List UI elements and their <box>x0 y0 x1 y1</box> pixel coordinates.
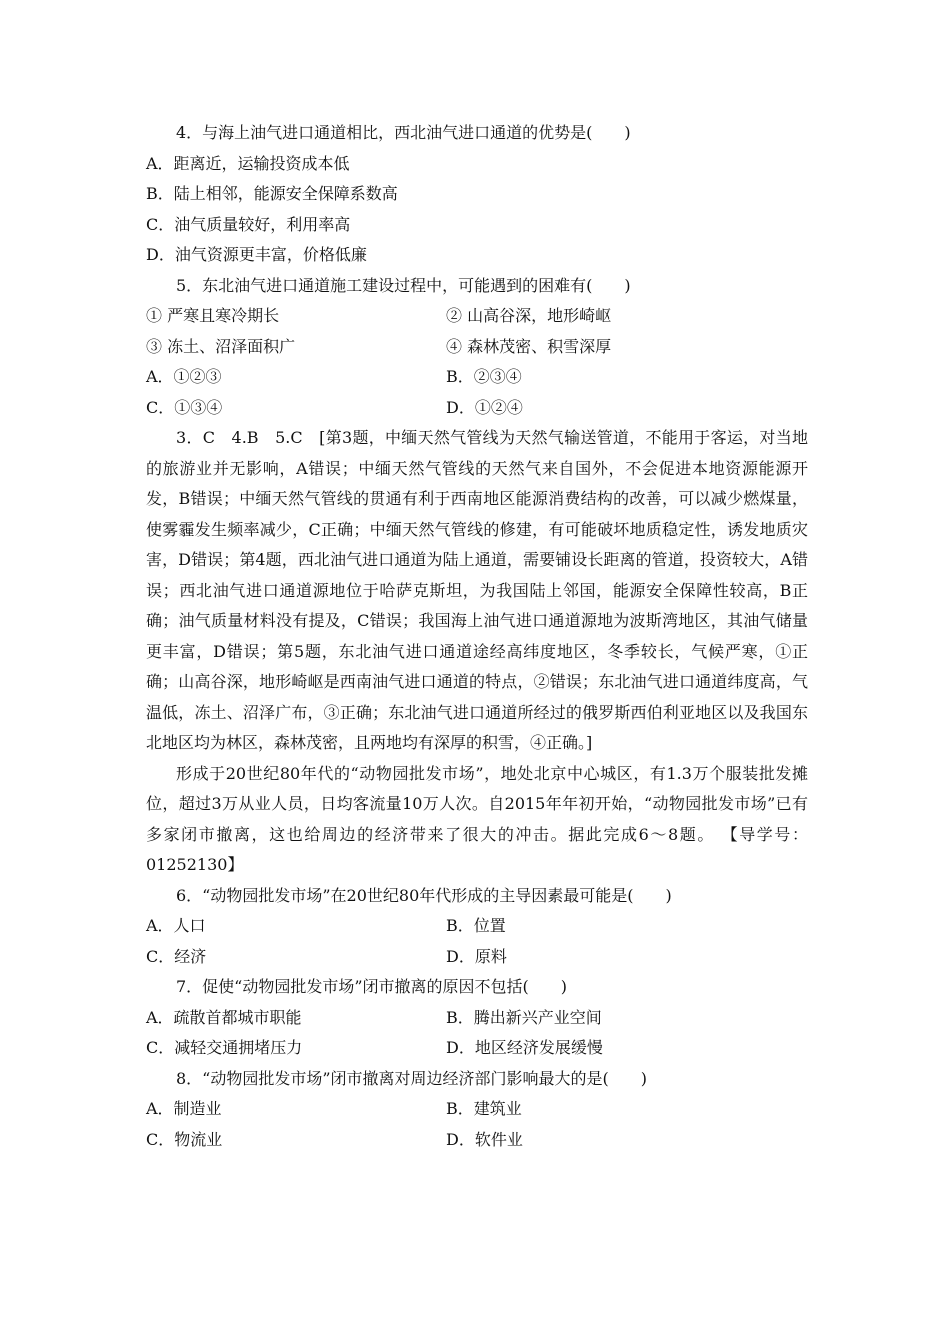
q6-options-row-1 <box>146 911 808 942</box>
q6-option-c: C．经济 <box>146 946 207 966</box>
q5-options-row-2 <box>146 393 808 424</box>
q7-options-row-1 <box>146 1003 808 1034</box>
answer-explanation: 3．C 4.B 5.C [第3题，中缅天然气管线为天然气输送管道，不能用于客运，对当地的旅游业并无影响，A错误；中缅天然气管线的天然气来自国外，不会促进本地资源能源开发，B错误；中缅天然气管线的贯通有利于西南地区能源消费结构的改善，可以减少燃煤量，使雾霾发生频率减少，C正确；中缅天然气管线的修建，有可能破坏地质稳定性，诱发地质灾害，D错误；第4题，西北油气进口通道为陆上通道，需要铺设长距离的管道，投资较大，A错误；西北油气进口通道源地位于哈萨克斯坦，为我国陆上邻国，能源安全保障性较高，B正确；油气质量材料没有提及，C错误；我国海上油气进口通道源地为波斯湾地区，其油气储量更丰富，D错误；第5题，东北油气进口通道途经高纬度地区，冬季较长，气候严寒，①正确；山高谷深，地形崎岖是西南油气进口通道的特点，②错误；东北油气进口通道纬度高，气温低，冻土、沼泽广布，③正确；东北油气进口通道所经过的俄罗斯西伯利亚地区以及我国东北地区均为林区，森林茂密，且两地均有深厚的积雪，④正确。] <box>146 428 808 752</box>
q7-option-a: A．疏散首都城市职能 <box>146 1007 302 1027</box>
q7-options-row-2 <box>146 1033 808 1064</box>
q5-item-4: ④ 森林茂密、积雪深厚 <box>446 336 612 356</box>
q8-options-row-1 <box>146 1094 808 1125</box>
q8-stem: 8．“动物园批发市场”闭市撤离对周边经济部门影响最大的是( ) <box>176 1068 648 1088</box>
q6-option-d: D．原料 <box>446 946 507 966</box>
q4-option-a: A．距离近，运输投资成本低 <box>146 153 350 173</box>
q6-option-a: A．人口 <box>146 916 206 935</box>
reading-passage: 形成于20世纪80年代的“动物园批发市场”，地处北京中心城区，有1.3万个服装批发摊位，超过3万从业人员，日均客流量10万人次。自2015年年初开始，“动物园批发市场”已有多家闭市撤离，这也给周边的经济带来了很大的冲击。据此完成6～8题。 【导学号：01252130】 <box>146 763 808 874</box>
q4-option-d: D．油气资源更丰富，价格低廉 <box>146 245 367 264</box>
q8-option-d: D．软件业 <box>446 1129 523 1149</box>
q5-item-3: ③ 冻土、沼泽面积广 <box>146 336 296 356</box>
q6-stem: 6．“动物园批发市场”在20世纪80年代形成的主导因素最可能是( ) <box>176 885 672 905</box>
q8-option-a: A．制造业 <box>146 1099 222 1118</box>
q5-options-row-1 <box>146 362 808 393</box>
q5-option-a: A．①②③ <box>146 367 222 386</box>
q8-options-row-2 <box>146 1125 808 1156</box>
q5-option-b: B．②③④ <box>446 367 522 386</box>
q7-option-b: B．腾出新兴产业空间 <box>446 1007 602 1027</box>
q4-stem: 4．与海上油气进口通道相比，西北油气进口通道的优势是( ) <box>176 123 631 142</box>
q7-option-d: D．地区经济发展缓慢 <box>446 1038 603 1057</box>
q5-items-row-2 <box>146 332 808 363</box>
q5-items-row-1 <box>146 301 808 332</box>
q8-option-b: B．建筑业 <box>446 1099 522 1118</box>
q4-option-b: B．陆上相邻，能源安全保障系数高 <box>146 184 398 203</box>
q8-option-c: C．物流业 <box>146 1129 223 1149</box>
q5-stem: 5．东北油气进口通道施工建设过程中，可能遇到的困难有( ) <box>176 275 631 295</box>
q5-option-c: C．①③④ <box>146 397 223 417</box>
q5-item-1: ① 严寒且寒冷期长 <box>146 306 280 325</box>
q4-option-c: C．油气质量较好，利用率高 <box>146 214 351 234</box>
q5-option-d: D．①②④ <box>446 397 523 417</box>
document-page <box>146 118 808 1155</box>
q6-options-row-2 <box>146 942 808 973</box>
q5-item-2: ② 山高谷深，地形崎岖 <box>446 306 612 325</box>
q7-option-c: C．减轻交通拥堵压力 <box>146 1038 303 1057</box>
q6-option-b: B．位置 <box>446 916 506 935</box>
q7-stem: 7．促使“动物园批发市场”闭市撤离的原因不包括( ) <box>176 977 568 996</box>
